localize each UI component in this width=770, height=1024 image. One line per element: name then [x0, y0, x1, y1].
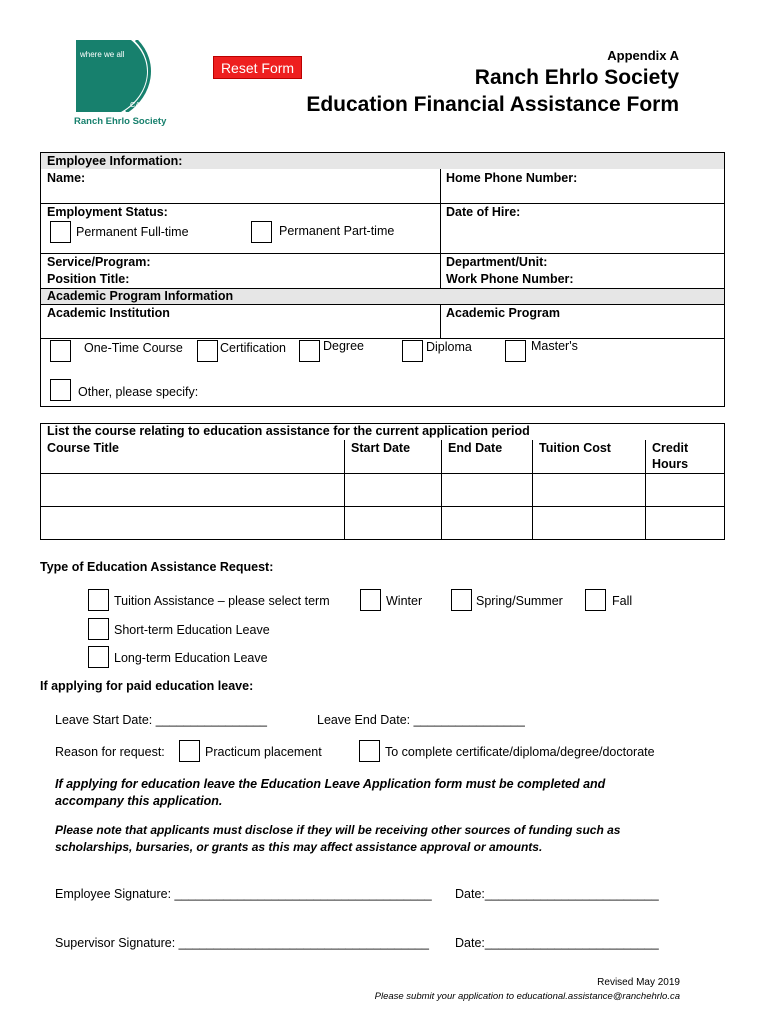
logo-name: Ranch Ehrlo Society — [74, 116, 167, 127]
employment-status-label: Employment Status: — [47, 205, 168, 219]
practicum-checkbox[interactable] — [179, 740, 200, 762]
one-time-course-label: One-Time Course — [84, 341, 183, 355]
service-program-label: Service/Program: — [47, 255, 151, 269]
complete-credential-checkbox[interactable] — [359, 740, 380, 762]
revised-date: Revised May 2019 — [597, 977, 680, 988]
spring-summer-checkbox[interactable] — [451, 589, 472, 611]
appendix-label: Appendix A — [607, 48, 679, 63]
academic-program-label: Academic Program — [446, 306, 560, 320]
course-table-title: List the course relating to education assistance for the current application period — [47, 424, 530, 438]
column-start-date: Start Date — [351, 441, 411, 455]
position-title-label: Position Title: — [47, 272, 130, 286]
work-phone-label: Work Phone Number: — [446, 272, 574, 286]
other-checkbox[interactable] — [50, 379, 71, 401]
request-type-title: Type of Education Assistance Request: — [40, 560, 274, 574]
course-row-1-title-cell[interactable] — [41, 474, 344, 506]
logo-care: CARE — [130, 100, 151, 109]
fall-checkbox[interactable] — [585, 589, 606, 611]
employee-section-title: Employee Information: — [47, 154, 183, 168]
winter-checkbox[interactable] — [360, 589, 381, 611]
reason-label: Reason for request: — [55, 745, 165, 759]
note-funding-line1: Please note that applicants must disclose if they will be receiving other sources of funding such as — [55, 823, 621, 837]
academic-institution-label: Academic Institution — [47, 306, 170, 320]
long-term-leave-label: Long-term Education Leave — [114, 651, 268, 665]
diploma-checkbox[interactable] — [402, 340, 423, 362]
masters-label: Master's — [531, 339, 578, 353]
leave-start-date-field[interactable]: Leave Start Date: ________________ — [55, 713, 267, 727]
column-tuition-cost: Tuition Cost — [539, 441, 611, 455]
logo-tagline: where we all — [80, 50, 125, 59]
complete-credential-label: To complete certificate/diploma/degree/doctorate — [385, 745, 655, 759]
form-title: Education Financial Assistance Form — [306, 93, 679, 116]
column-end-date: End Date — [448, 441, 503, 455]
department-unit-label: Department/Unit: — [446, 255, 548, 269]
certification-label: Certification — [220, 341, 286, 355]
course-row-2-title-cell[interactable] — [41, 507, 344, 539]
winter-label: Winter — [386, 594, 423, 608]
other-label: Other, please specify: — [78, 385, 199, 399]
reset-form-button[interactable]: Reset Form — [213, 56, 302, 79]
short-term-leave-label: Short-term Education Leave — [114, 623, 270, 637]
note-funding-line2: scholarships, bursaries, or grants as this may affect assistance approval or amounts. — [55, 840, 543, 854]
certification-checkbox[interactable] — [197, 340, 218, 362]
part-time-checkbox[interactable] — [251, 221, 272, 243]
full-time-checkbox[interactable] — [50, 221, 71, 243]
part-time-label: Permanent Part-time — [279, 224, 395, 238]
degree-checkbox[interactable] — [299, 340, 320, 362]
one-time-course-checkbox[interactable] — [50, 340, 71, 362]
column-hours: Hours — [652, 457, 689, 471]
employee-date-field[interactable]: Date:_________________________ — [455, 887, 659, 901]
note-leave-line1: If applying for education leave the Education Leave Application form must be completed and — [55, 777, 606, 791]
masters-checkbox[interactable] — [505, 340, 526, 362]
full-time-label: Permanent Full-time — [76, 225, 189, 239]
fall-label: Fall — [612, 594, 633, 608]
academic-section-title: Academic Program Information — [47, 289, 234, 303]
paid-leave-title: If applying for paid education leave: — [40, 679, 254, 693]
note-leave-line2: accompany this application. — [55, 794, 223, 808]
date-of-hire-label: Date of Hire: — [446, 205, 521, 219]
column-course-title: Course Title — [47, 441, 120, 455]
name-label: Name: — [47, 171, 86, 185]
supervisor-signature-field[interactable]: Supervisor Signature: ____________________________________ — [55, 936, 429, 950]
degree-label: Degree — [323, 339, 364, 353]
tuition-assistance-checkbox[interactable] — [88, 589, 109, 611]
organization-title: Ranch Ehrlo Society — [474, 66, 679, 89]
home-phone-label: Home Phone Number: — [446, 171, 578, 185]
supervisor-date-field[interactable]: Date:_________________________ — [455, 936, 659, 950]
tuition-assistance-label: Tuition Assistance – please select term — [114, 594, 330, 608]
practicum-label: Practicum placement — [205, 745, 322, 759]
column-credit: Credit — [652, 441, 689, 455]
diploma-label: Diploma — [426, 340, 472, 354]
long-term-leave-checkbox[interactable] — [88, 646, 109, 668]
leave-end-date-field[interactable]: Leave End Date: ________________ — [317, 713, 525, 727]
spring-summer-label: Spring/Summer — [476, 594, 563, 608]
short-term-leave-checkbox[interactable] — [88, 618, 109, 640]
submit-instructions: Please submit your application to educational.assistance@ranchehrlo.ca — [374, 991, 680, 1002]
employee-signature-field[interactable]: Employee Signature: _____________________________________ — [55, 887, 432, 901]
